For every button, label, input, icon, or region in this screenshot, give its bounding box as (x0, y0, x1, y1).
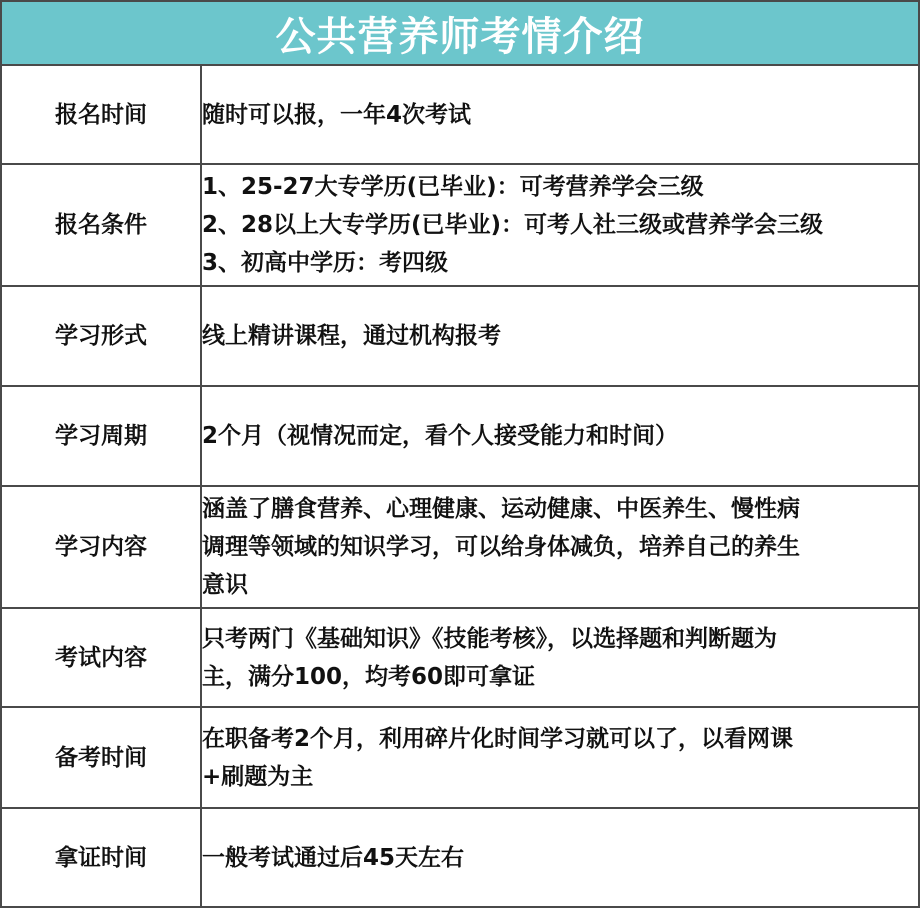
table-row (1, 608, 919, 707)
row-value: 2个月（视情况而定，看个人接受能力和时间） (201, 386, 919, 486)
table-row (1, 164, 919, 286)
row-label: 学习内容 (1, 486, 201, 608)
row-value: 随时可以报，一年4次考试 (201, 65, 919, 164)
row-label: 报名时间 (1, 65, 201, 164)
info-table (0, 64, 920, 908)
table-row (1, 808, 919, 907)
row-label: 备考时间 (1, 707, 201, 808)
table-row (1, 707, 919, 808)
page-title: 公共营养师考情介绍 (275, 13, 645, 60)
title-bar (0, 0, 920, 66)
row-label: 考试内容 (1, 608, 201, 707)
table-row (1, 486, 919, 608)
row-value: 1、25-27大专学历(已毕业)：可考营养学会三级 2、28以上大专学历(已毕业)：可考人社三级或营养学会三级 3、初高中学历：考四级 (201, 164, 919, 286)
table-row (1, 386, 919, 486)
table-row (1, 65, 919, 164)
row-label: 拿证时间 (1, 808, 201, 907)
row-label: 学习周期 (1, 386, 201, 486)
row-value: 在职备考2个月，利用碎片化时间学习就可以了，以看网课 +刷题为主 (201, 707, 919, 808)
row-value: 只考两门《基础知识》《技能考核》，以选择题和判断题为 主，满分100，均考60即可拿证 (201, 608, 919, 707)
row-value: 线上精讲课程，通过机构报考 (201, 286, 919, 386)
row-label: 报名条件 (1, 164, 201, 286)
row-value: 一般考试通过后45天左右 (201, 808, 919, 907)
row-label: 学习形式 (1, 286, 201, 386)
row-value: 涵盖了膳食营养、心理健康、运动健康、中医养生、慢性病 调理等领域的知识学习，可以给身体减负，培养自己的养生 意识 (201, 486, 919, 608)
table-row (1, 286, 919, 386)
